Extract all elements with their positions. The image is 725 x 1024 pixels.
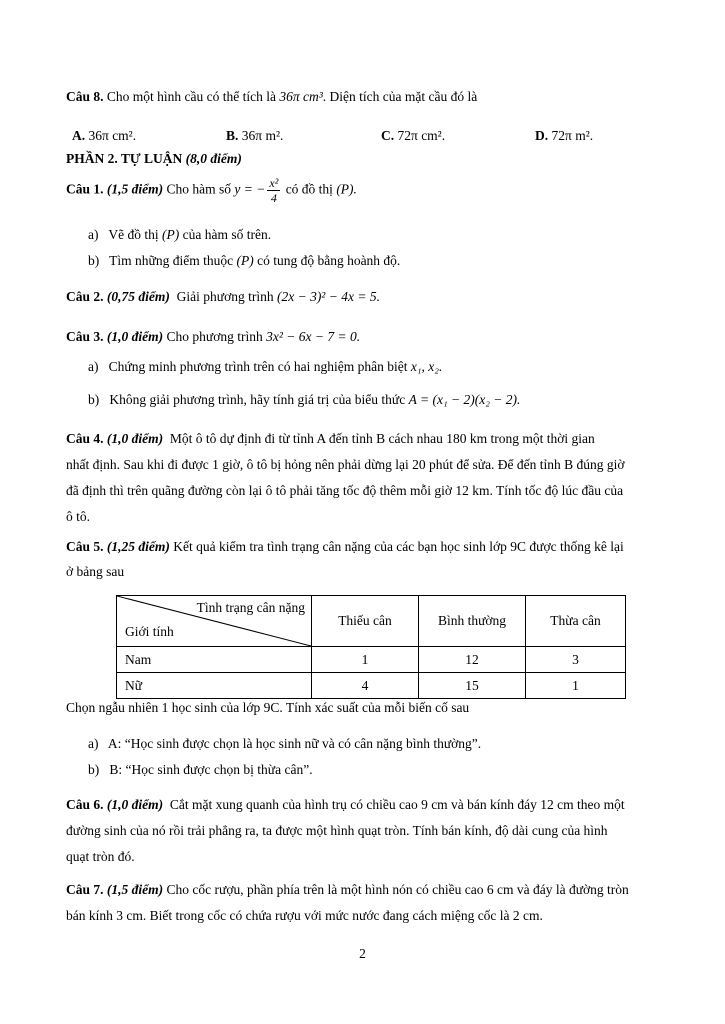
- table-header-row: [117, 596, 626, 647]
- row-header: Nữ: [117, 673, 312, 699]
- table-corner-cell: [117, 596, 312, 647]
- c3-points: (1,0 điểm): [106, 329, 164, 344]
- q8-option-d: [535, 128, 593, 144]
- table-cell: 15: [419, 673, 526, 699]
- q8-volume: 36π cm³: [279, 89, 323, 104]
- c5-points: (1,25 điểm): [106, 539, 170, 554]
- c5-line-1: [66, 539, 624, 555]
- column-header: Thiếu cân: [312, 596, 419, 647]
- table-cell: 1: [526, 673, 626, 699]
- item-text: của hàm số trên.: [182, 227, 272, 242]
- q8-text-b: . Diện tích của mặt cầu đó là: [322, 89, 478, 104]
- c1-frac-num: x²: [269, 176, 279, 190]
- table-cell: 12: [419, 647, 526, 673]
- c2-stem: [66, 289, 380, 305]
- item-text: B: “Học sinh được chọn bị thừa cân”.: [109, 762, 313, 777]
- c7-label: Câu 7.: [66, 882, 104, 897]
- c1-func-lhs: y = −: [234, 181, 266, 197]
- q8-option-c: [381, 128, 445, 144]
- paragraph-text: Cho cốc rượu, phần phía trên là một hình nón có chiều cao 6 cm và đáy là đường tròn: [166, 882, 629, 897]
- weight-status-table: [116, 595, 626, 699]
- q8-stem: [66, 89, 477, 105]
- c5-part-a: [88, 736, 481, 752]
- c4-label: Câu 4.: [66, 431, 104, 446]
- c1-stem: [66, 176, 357, 205]
- c7-points: (1,5 điểm): [106, 882, 164, 897]
- c1-fraction: [267, 176, 280, 205]
- c2-points: (0,75 điểm): [106, 289, 170, 304]
- c3-text: Cho phương trình: [166, 329, 263, 344]
- item-text: Vẽ đồ thị: [108, 227, 159, 242]
- c1-frac-den: 4: [270, 191, 277, 205]
- c6-line-1: [66, 797, 625, 813]
- c3-part-b: [88, 392, 520, 408]
- option-value: 36π cm².: [88, 128, 137, 143]
- c6-line-3: quạt tròn đó.: [66, 849, 135, 864]
- q8-option-a: [72, 128, 136, 144]
- c4-line-3: đã định thì trên quãng đường còn lại ô tô phải tăng tốc độ thêm mỗi giờ 12 km. Tính tốc độ lúc đầu của: [66, 483, 624, 498]
- part2-heading: [66, 151, 242, 167]
- column-header: Bình thường: [419, 596, 526, 647]
- c7-line-2: bán kính 3 cm. Biết trong cốc có chứa rượu với mức nước đang cách miệng cốc là 2 cm.: [66, 908, 543, 923]
- c3-label: Câu 3.: [66, 329, 104, 344]
- c1-text-a: Cho hàm số: [166, 181, 232, 197]
- c4-line-4: ô tô.: [66, 509, 91, 524]
- item-math: A = (x₁ − 2)(x₂ − 2).: [408, 392, 521, 407]
- c2-equation: (2x − 3)² − 4x = 5.: [276, 289, 380, 304]
- corner-top-label: Tình trạng cân nặng: [196, 600, 305, 615]
- item-text: Không giải phương trình, hãy tính giá trị của biểu thức: [109, 392, 406, 407]
- c6-points: (1,0 điểm): [106, 797, 164, 812]
- c1-part-b: [88, 253, 400, 269]
- item-graph: (P): [162, 227, 180, 242]
- c1-label: Câu 1.: [66, 181, 104, 197]
- c2-label: Câu 2.: [66, 289, 104, 304]
- c3-part-a: [88, 359, 442, 375]
- item-label: a): [88, 359, 99, 374]
- c1-graph: (P).: [336, 181, 357, 197]
- table-cell: 3: [526, 647, 626, 673]
- c5-line-2: ở bảng sau: [66, 564, 125, 579]
- c3-stem: [66, 329, 360, 345]
- item-label: b): [88, 392, 100, 407]
- option-value: 72π cm².: [397, 128, 446, 143]
- c1-part-a: [88, 227, 271, 243]
- c5-label: Câu 5.: [66, 539, 104, 554]
- item-label: b): [88, 762, 100, 777]
- item-label: b): [88, 253, 100, 268]
- page-number: 2: [359, 946, 366, 961]
- item-graph: (P): [236, 253, 254, 268]
- option-value: 36π m².: [241, 128, 284, 143]
- c7-line-1: [66, 882, 629, 898]
- table-row: [117, 673, 626, 699]
- part2-title: PHẦN 2. TỰ LUẬN: [66, 151, 183, 166]
- c3-equation: 3x² − 6x − 7 = 0.: [266, 329, 361, 344]
- table-row: [117, 647, 626, 673]
- c2-text: Giải phương trình: [176, 289, 274, 304]
- option-letter: C.: [381, 128, 395, 143]
- c4-points: (1,0 điểm): [106, 431, 164, 446]
- item-text: có tung độ bằng hoành độ.: [257, 253, 401, 268]
- item-text: Chứng minh phương trình trên có hai nghiệm phân biệt: [108, 359, 408, 374]
- c6-line-2: đường sinh của nó rồi trải phẳng ra, ta được một hình quạt tròn. Tính bán kính, độ dài cung của hình: [66, 823, 608, 838]
- row-header: Nam: [117, 647, 312, 673]
- item-label: a): [88, 227, 99, 242]
- option-value: 72π m².: [551, 128, 594, 143]
- q8-option-b: [226, 128, 283, 144]
- q8-text-a: Cho một hình cầu có thể tích là: [106, 89, 276, 104]
- column-header: Thừa cân: [526, 596, 626, 647]
- paragraph-text: Kết quả kiểm tra tình trạng cân nặng của các bạn học sinh lớp 9C được thống kê lại: [173, 539, 624, 554]
- table-cell: 4: [312, 673, 419, 699]
- paragraph-text: Cắt mặt xung quanh của hình trụ có chiều cao 9 cm và bán kính đáy 12 cm theo một: [169, 797, 625, 812]
- c6-label: Câu 6.: [66, 797, 104, 812]
- item-math: x₁, x₂.: [410, 359, 443, 374]
- part2-points: (8,0 điểm): [185, 151, 242, 166]
- paragraph-text: Một ô tô dự định đi từ tỉnh A đến tỉnh B cách nhau 180 km trong một thời gian: [169, 431, 595, 446]
- option-letter: B.: [226, 128, 239, 143]
- q8-label: Câu 8.: [66, 89, 104, 104]
- item-text: Tìm những điểm thuộc: [109, 253, 234, 268]
- table-cell: 1: [312, 647, 419, 673]
- corner-bottom-label: Giới tính: [125, 624, 174, 639]
- c5-after-text: Chọn ngẫu nhiên 1 học sinh của lớp 9C. Tính xác suất của mỗi biến cố sau: [66, 700, 470, 715]
- c4-line-1: [66, 431, 595, 447]
- c1-text-b: có đồ thị: [285, 181, 333, 197]
- item-label: a): [88, 736, 99, 751]
- c1-points: (1,5 điểm): [106, 181, 164, 197]
- option-letter: D.: [535, 128, 549, 143]
- option-letter: A.: [72, 128, 86, 143]
- c5-part-b: [88, 762, 313, 778]
- item-text: A: “Học sinh được chọn là học sinh nữ và có cân nặng bình thường”.: [107, 736, 482, 751]
- c4-line-2: nhất định. Sau khi đi được 1 giờ, ô tô bị hỏng nên phải dừng lại 20 phút để sửa. Để đến tỉnh B đúng giờ: [66, 457, 625, 472]
